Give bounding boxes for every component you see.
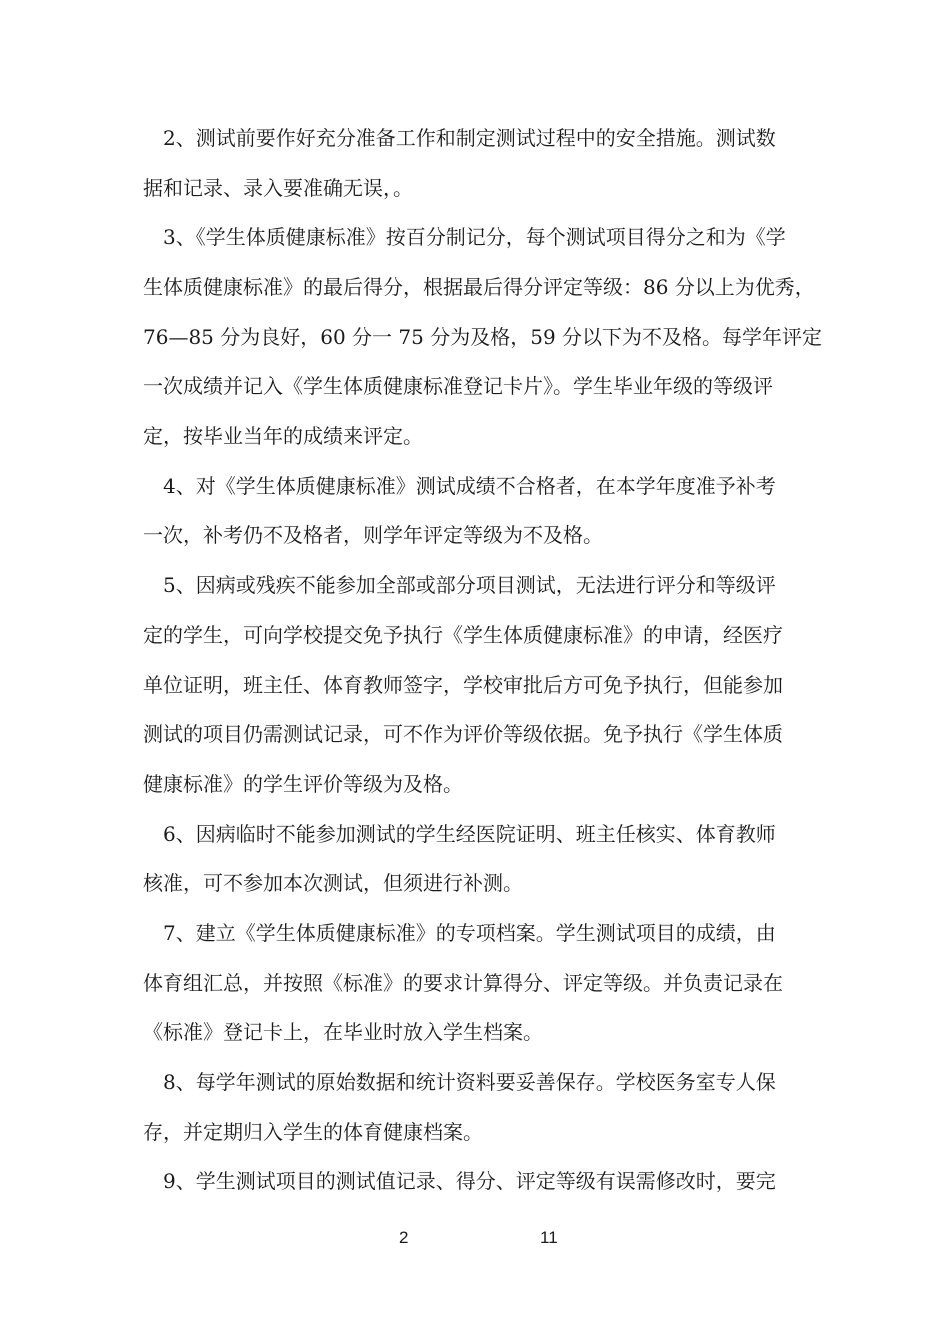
text-line: 体育组汇总，并按照《标准》的要求计算得分、评定等级。并负责记录在 bbox=[143, 971, 783, 995]
text-line: 6、因病临时不能参加测试的学生经医院证明、班主任核实、体育教师 bbox=[163, 822, 776, 846]
page-number: 2 bbox=[399, 1228, 409, 1247]
text-line: 8、每学年测试的原始数据和统计资料要妥善保存。学校医务室专人保 bbox=[163, 1070, 776, 1094]
text-line: 3、《学生体质健康标准》按百分制记分，每个测试项目得分之和为《学 bbox=[163, 225, 786, 249]
text-line: 生体质健康标准》的最后得分，根据最后得分评定等级：86 分以上为优秀， bbox=[143, 275, 815, 299]
text-line: 单位证明，班主任、体育教师签字，学校审批后方可免予执行，但能参加 bbox=[143, 673, 783, 697]
text-line: 健康标准》的学生评价等级为及格。 bbox=[143, 772, 463, 796]
text-line: 核准，可不参加本次测试，但须进行补测。 bbox=[143, 871, 523, 895]
total-pages: 11 bbox=[540, 1228, 558, 1247]
text-line: 76—85 分为良好，60 分一 75 分为及格，59 分以下为不及格。每学年评定 bbox=[143, 325, 823, 349]
text-line: 5、因病或残疾不能参加全部或部分项目测试，无法进行评分和等级评 bbox=[163, 573, 776, 597]
text-line: 一次，补考仍不及格者，则学年评定等级为不及格。 bbox=[143, 523, 603, 547]
text-line: 定的学生，可向学校提交免予执行《学生体质健康标准》的申请，经医疗 bbox=[143, 623, 783, 647]
text-line: 2、测试前要作好充分准备工作和制定测试过程中的安全措施。测试数 bbox=[163, 126, 776, 150]
text-line: 测试的项目仍需测试记录，可不作为评价等级依据。免予执行《学生体质 bbox=[143, 722, 783, 746]
text-line: 一次成绩并记入《学生体质健康标准登记卡片》。学生毕业年级的等级评 bbox=[143, 374, 773, 398]
text-line: 《标准》登记卡上，在毕业时放入学生档案。 bbox=[143, 1020, 543, 1044]
text-line: 定，按毕业当年的成绩来评定。 bbox=[143, 424, 423, 448]
text-line: 存，并定期归入学生的体育健康档案。 bbox=[143, 1120, 483, 1144]
text-line: 7、建立《学生体质健康标准》的专项档案。学生测试项目的成绩，由 bbox=[163, 921, 776, 945]
text-line: 据和记录、录入要准确无误，。 bbox=[143, 176, 413, 200]
text-line: 9、学生测试项目的测试值记录、得分、评定等级有误需修改时，要完 bbox=[163, 1169, 776, 1193]
text-line: 4、对《学生体质健康标准》测试成绩不合格者，在本学年度准予补考 bbox=[163, 474, 776, 498]
